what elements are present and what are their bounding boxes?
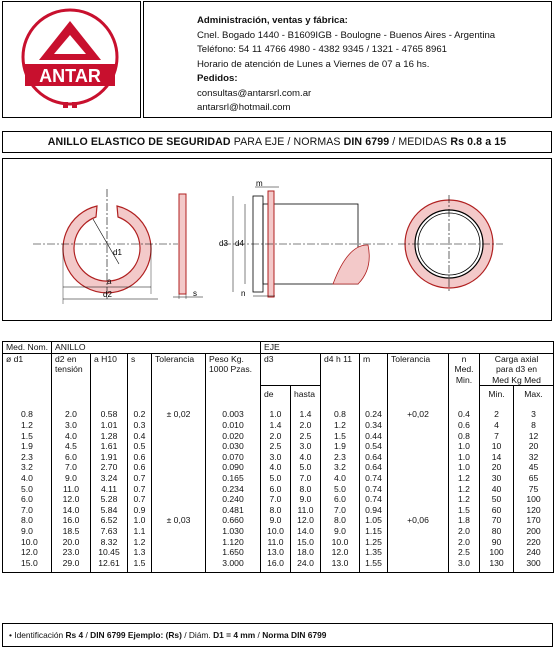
th-anillo: ANILLO (52, 342, 261, 354)
table-cell (388, 452, 449, 463)
th-carga1: Carga axial (480, 353, 554, 364)
table-cell: 0.7 (128, 484, 152, 495)
table-cell: 20 (480, 462, 514, 473)
table-cell: 0.64 (360, 462, 388, 473)
table-cell: 0.4 (128, 431, 152, 442)
table-cell: 0.58 (91, 403, 128, 420)
table-cell: 2.5 (291, 431, 321, 442)
table-cell: 130 (480, 558, 514, 573)
table-cell: 1.2 (449, 473, 480, 484)
table-cell: 3 (514, 403, 554, 420)
technical-drawing (2, 158, 552, 321)
contact-panel (143, 1, 552, 118)
table-row (3, 505, 554, 516)
title-part3: DIN 6799 (343, 136, 390, 148)
table-cell: 3.0 (52, 420, 91, 431)
table-cell: 0.8 (3, 403, 52, 420)
table-cell: 1.030 (206, 526, 261, 537)
table-cell (388, 420, 449, 431)
table-cell: 40 (480, 484, 514, 495)
table-cell: +0,02 (388, 403, 449, 420)
th-carga2: para d3 en (480, 364, 554, 375)
table-cell: 8.0 (291, 484, 321, 495)
table-cell: 15.0 (3, 558, 52, 573)
table-cell: 24.0 (291, 558, 321, 573)
table-cell: +0,06 (388, 515, 449, 526)
table-cell: 14.0 (52, 505, 91, 516)
table-cell: 1.120 (206, 537, 261, 548)
table-cell: 12.0 (3, 547, 52, 558)
table-cell: 5.0 (3, 484, 52, 495)
table-cell: 11.0 (261, 537, 291, 548)
label-d1: d1 (113, 248, 122, 257)
table-cell: 6.0 (52, 452, 91, 463)
table-cell: 1.9 (3, 441, 52, 452)
table-cell: 2.5 (261, 441, 291, 452)
table-cell: 3.000 (206, 558, 261, 573)
th-max: Max. (514, 386, 554, 404)
table-cell: 100 (480, 547, 514, 558)
table-cell: 1.2 (449, 484, 480, 495)
table-cell: 12.0 (291, 515, 321, 526)
table-cell: 70 (480, 515, 514, 526)
table-cell: 0.8 (449, 431, 480, 442)
table-cell: 8.0 (321, 515, 360, 526)
table-cell: 65 (514, 473, 554, 484)
table-row (3, 558, 554, 573)
fn-p2: Rs 4 (65, 630, 84, 640)
fn-p3: / (83, 630, 91, 640)
table-cell: 0.7 (128, 494, 152, 505)
table-cell: 18.5 (52, 526, 91, 537)
th-min: Min. (480, 386, 514, 404)
table-cell: 0.5 (128, 441, 152, 452)
table-cell: 3.24 (91, 473, 128, 484)
table-row (3, 452, 554, 463)
table-cell: 9.0 (261, 515, 291, 526)
table-cell: 0.240 (206, 494, 261, 505)
th-med-nom: Med. Nom. (3, 342, 52, 354)
table-cell: 75 (514, 484, 554, 495)
th-s: s (128, 353, 152, 364)
table-row (3, 515, 554, 526)
table-cell: 20 (514, 441, 554, 452)
th-n-cont2: Min. (449, 375, 480, 386)
table-cell: 11.0 (291, 505, 321, 516)
table-cell: 3.2 (321, 462, 360, 473)
table-cell: 1.0 (449, 441, 480, 452)
table-cell: 9.0 (321, 526, 360, 537)
table-cell: 0.090 (206, 462, 261, 473)
th-a: a H10 (91, 353, 128, 364)
table-cell: 0.6 (128, 452, 152, 463)
table-cell: 23.0 (52, 547, 91, 558)
table-row (3, 431, 554, 442)
email-1: consultas@antarsrl.com.ar (197, 87, 312, 99)
table-cell: 120 (514, 505, 554, 516)
fn-p4: DIN 6799 (90, 630, 126, 640)
table-header-row-4 (3, 375, 554, 386)
table-row (3, 473, 554, 484)
table-cell: 6.0 (321, 494, 360, 505)
table-cell: 10.45 (91, 547, 128, 558)
table-cell: 1.650 (206, 547, 261, 558)
table-cell: 300 (514, 558, 554, 573)
table-cell: 1.9 (321, 441, 360, 452)
table-cell: 0.070 (206, 452, 261, 463)
table-cell: 0.44 (360, 431, 388, 442)
table-cell: 4.0 (52, 431, 91, 442)
table-cell: 0.64 (360, 452, 388, 463)
table-cell: 0.34 (360, 420, 388, 431)
table-cell: 2.3 (321, 452, 360, 463)
table-cell: 0.8 (321, 403, 360, 420)
table-cell: 1.0 (128, 515, 152, 526)
table-cell (152, 547, 206, 558)
table-cell: 60 (480, 505, 514, 516)
table-cell: 8.0 (3, 515, 52, 526)
table-cell (152, 537, 206, 548)
table-cell (152, 526, 206, 537)
table-row (3, 462, 554, 473)
contact-heading: Administración, ventas y fábrica: (197, 15, 348, 26)
table-cell: 14.0 (291, 526, 321, 537)
fn-p5: Ejemplo: (Rs) (125, 630, 182, 640)
table-cell (152, 473, 206, 484)
table-cell: 0.74 (360, 473, 388, 484)
table-cell (388, 484, 449, 495)
table-cell (152, 431, 206, 442)
label-m: m (256, 179, 263, 188)
ring-side-view (173, 194, 203, 299)
table-header-row-3 (3, 364, 554, 375)
table-cell: 90 (480, 537, 514, 548)
table-cell: 0.030 (206, 441, 261, 452)
table-cell: 1.28 (91, 431, 128, 442)
table-cell: 0.6 (128, 462, 152, 473)
table-cell: 15.0 (291, 537, 321, 548)
logo-text: ANTAR (39, 66, 101, 86)
table-row (3, 403, 554, 420)
contact-address: Cnel. Bogado 1440 - B1609IGB - Boulogne - Buenos Aires - Argentina (197, 29, 496, 41)
table-cell: 3.0 (261, 452, 291, 463)
table-cell: 13.0 (321, 558, 360, 573)
table-cell: 1.2 (3, 420, 52, 431)
th-peso: Peso Kg. (206, 353, 261, 364)
table-cell: 30 (480, 473, 514, 484)
table-cell: 1.35 (360, 547, 388, 558)
email-2: antarsrl@hotmail.com (197, 102, 291, 113)
title-part4: / MEDIDAS (389, 136, 451, 148)
table-cell: 7.0 (52, 462, 91, 473)
table-cell: 1.5 (449, 505, 480, 516)
table-cell: 4.11 (91, 484, 128, 495)
table-cell: 29.0 (52, 558, 91, 573)
table-cell: 0.24 (360, 403, 388, 420)
table-cell: 0.74 (360, 484, 388, 495)
table-cell: 1.4 (291, 403, 321, 420)
ring-front-view (33, 189, 178, 304)
table-cell: 2.0 (291, 420, 321, 431)
table-cell: 2.0 (261, 431, 291, 442)
table-cell: 2.70 (91, 462, 128, 473)
table-body (3, 403, 554, 572)
table-cell: 2.0 (449, 526, 480, 537)
th-d3: d3 (261, 353, 321, 364)
table-cell: 1.8 (449, 515, 480, 526)
table-cell: 0.020 (206, 431, 261, 442)
table-cell: 32 (514, 452, 554, 463)
table-cell: 7.0 (261, 494, 291, 505)
table-cell: 10.0 (321, 537, 360, 548)
table-cell: 80 (480, 526, 514, 537)
table-cell: 0.94 (360, 505, 388, 516)
table-cell: 1.0 (449, 452, 480, 463)
table-cell: 20.0 (52, 537, 91, 548)
table-cell: 1.0 (449, 462, 480, 473)
table-row (3, 547, 554, 558)
table-cell: 1.4 (261, 420, 291, 431)
table-cell (152, 484, 206, 495)
table-cell: 11.0 (52, 484, 91, 495)
table-cell: 0.6 (449, 420, 480, 431)
table-cell: 4.0 (321, 473, 360, 484)
table-cell: 0.74 (360, 494, 388, 505)
table-cell: 5.28 (91, 494, 128, 505)
table-cell: 1.5 (128, 558, 152, 573)
table-header-row-5 (3, 386, 554, 404)
table-cell: 1.25 (360, 537, 388, 548)
table-cell: 0.9 (128, 505, 152, 516)
table-cell: 16.0 (261, 558, 291, 573)
table-cell: 2.5 (449, 547, 480, 558)
label-d4: d4 (235, 239, 244, 248)
shaft-view (219, 179, 393, 298)
table-cell: 1.0 (261, 403, 291, 420)
table-cell: 4.5 (52, 441, 91, 452)
table-cell: 1.3 (128, 547, 152, 558)
table-cell: 0.003 (206, 403, 261, 420)
contact-phone: Teléfono: 54 11 4766 4980 - 4382 9345 / 1321 - 4765 8961 (197, 44, 448, 55)
table-cell: 7.0 (321, 505, 360, 516)
ring-installed-view (398, 195, 503, 293)
table-row (3, 484, 554, 495)
table-cell: 16.0 (52, 515, 91, 526)
table-cell (152, 452, 206, 463)
table-cell: 2.0 (449, 537, 480, 548)
footnote (2, 623, 553, 647)
table-cell: 2 (480, 403, 514, 420)
table-cell: 0.3 (128, 420, 152, 431)
table-cell: 5.0 (291, 462, 321, 473)
table-header-row-2 (3, 353, 554, 364)
antar-logo (3, 2, 140, 117)
table-cell: 4 (480, 420, 514, 431)
label-n: n (241, 289, 246, 298)
table-cell: 0.2 (128, 403, 152, 420)
table-cell: 3.0 (291, 441, 321, 452)
table-cell (388, 473, 449, 484)
table-cell: 9.0 (52, 473, 91, 484)
table-cell (152, 420, 206, 431)
table-cell: 7.63 (91, 526, 128, 537)
table-cell: 2.3 (3, 452, 52, 463)
table-cell (152, 558, 206, 573)
table-cell: 1.91 (91, 452, 128, 463)
table-cell (152, 505, 206, 516)
table-cell (388, 526, 449, 537)
spec-table (2, 341, 554, 573)
th-tol: Tolerancia (152, 353, 206, 364)
fn-p8: / (255, 630, 263, 640)
contact-hours: Horario de atención de Lunes a Viernes de 07 a 16 hs. (197, 58, 430, 70)
table-cell: 10.0 (261, 526, 291, 537)
table-cell: ± 0,03 (152, 515, 206, 526)
table-cell: 4.0 (3, 473, 52, 484)
th-d1: ø d1 (3, 353, 52, 364)
th-n: n (449, 353, 480, 364)
table-cell: 3.0 (449, 558, 480, 573)
table-cell: 200 (514, 526, 554, 537)
table-cell: 0.54 (360, 441, 388, 452)
table-cell: 170 (514, 515, 554, 526)
th-carga3: Med Kg Med (480, 375, 554, 386)
table-cell: 5.84 (91, 505, 128, 516)
fn-p7: D1 = 4 mm (213, 630, 256, 640)
table-cell: 0.4 (449, 403, 480, 420)
table-cell: 1.15 (360, 526, 388, 537)
table-cell: 13.0 (261, 547, 291, 558)
label-d3: d3 (219, 239, 228, 248)
table-cell: 7.0 (3, 505, 52, 516)
table-cell: 4.0 (291, 452, 321, 463)
table-cell: 0.660 (206, 515, 261, 526)
table-cell (152, 441, 206, 452)
table-cell: 14 (480, 452, 514, 463)
table-cell (388, 547, 449, 558)
th-de: de (261, 386, 291, 404)
fn-p6: / Diám. (181, 630, 214, 640)
table-cell (388, 441, 449, 452)
table-cell: 0.165 (206, 473, 261, 484)
table-cell (388, 462, 449, 473)
table-cell: 12.61 (91, 558, 128, 573)
table-cell: 1.2 (321, 420, 360, 431)
table-cell (388, 558, 449, 573)
table-cell: 5.0 (261, 473, 291, 484)
table-row (3, 494, 554, 505)
th-d2: d2 en (52, 353, 91, 364)
th-m: m (360, 353, 388, 364)
table-cell: 0.481 (206, 505, 261, 516)
table-cell: 1.1 (128, 526, 152, 537)
fn-p9: Norma DIN 6799 (262, 630, 327, 640)
th-eje: EJE (261, 342, 554, 354)
orders-heading: Pedidos: (197, 73, 238, 84)
table-cell: 10 (480, 441, 514, 452)
label-s: s (193, 289, 197, 298)
logo-panel (2, 1, 141, 118)
table-row (3, 420, 554, 431)
table-row (3, 537, 554, 548)
table-cell: 240 (514, 547, 554, 558)
table-row (3, 526, 554, 537)
table-cell: 1.05 (360, 515, 388, 526)
table-cell: 3.2 (3, 462, 52, 473)
table-cell: 2.0 (52, 403, 91, 420)
table-cell: 1.01 (91, 420, 128, 431)
table-cell: 8.32 (91, 537, 128, 548)
th-hasta: hasta (291, 386, 321, 404)
th-peso-cont: 1000 Pzas. (206, 364, 261, 375)
title-part5: Rs 0.8 a 15 (450, 136, 507, 148)
table-cell: 6.52 (91, 515, 128, 526)
table-cell: 18.0 (291, 547, 321, 558)
table-cell: 6.0 (261, 484, 291, 495)
th-tol2: Tolerancia (388, 353, 449, 364)
table-cell: 0.7 (128, 473, 152, 484)
table-cell: 9.0 (3, 526, 52, 537)
table-cell: 1.55 (360, 558, 388, 573)
table-cell: 8.0 (261, 505, 291, 516)
table-cell (152, 462, 206, 473)
table-cell: 10.0 (3, 537, 52, 548)
table-cell: ± 0,02 (152, 403, 206, 420)
th-d4: d4 h 11 (321, 353, 360, 364)
table-cell: 12 (514, 431, 554, 442)
label-a: a (107, 277, 112, 286)
table-cell: 1.5 (3, 431, 52, 442)
table-cell: 0.010 (206, 420, 261, 431)
table-cell (388, 537, 449, 548)
title-part2: PARA EJE / NORMAS (230, 136, 344, 148)
th-d2-cont: tensión (52, 364, 91, 375)
table-cell: 1.61 (91, 441, 128, 452)
table-cell: 5.0 (321, 484, 360, 495)
table-row (3, 441, 554, 452)
fn-p1: • Identificación (9, 630, 66, 640)
th-n-cont: Med. (449, 364, 480, 375)
table-header-row-1 (3, 342, 554, 354)
table-cell: 9.0 (291, 494, 321, 505)
label-d2: d2 (103, 290, 112, 299)
product-title (2, 131, 552, 153)
table-cell: 12.0 (52, 494, 91, 505)
table-cell: 7 (480, 431, 514, 442)
table-cell: 0.234 (206, 484, 261, 495)
table-cell: 7.0 (291, 473, 321, 484)
table-cell: 100 (514, 494, 554, 505)
table-cell (152, 494, 206, 505)
table-cell (388, 505, 449, 516)
table-cell (388, 431, 449, 442)
table-cell (388, 494, 449, 505)
table-cell: 220 (514, 537, 554, 548)
table-cell: 12.0 (321, 547, 360, 558)
table-cell: 1.2 (449, 494, 480, 505)
table-cell: 4.0 (261, 462, 291, 473)
table-cell: 50 (480, 494, 514, 505)
table-cell: 8 (514, 420, 554, 431)
table-cell: 45 (514, 462, 554, 473)
table-cell: 1.5 (321, 431, 360, 442)
table-cell: 1.2 (128, 537, 152, 548)
title-part1: ANILLO ELASTICO DE SEGURIDAD (47, 136, 231, 148)
table-cell: 6.0 (3, 494, 52, 505)
